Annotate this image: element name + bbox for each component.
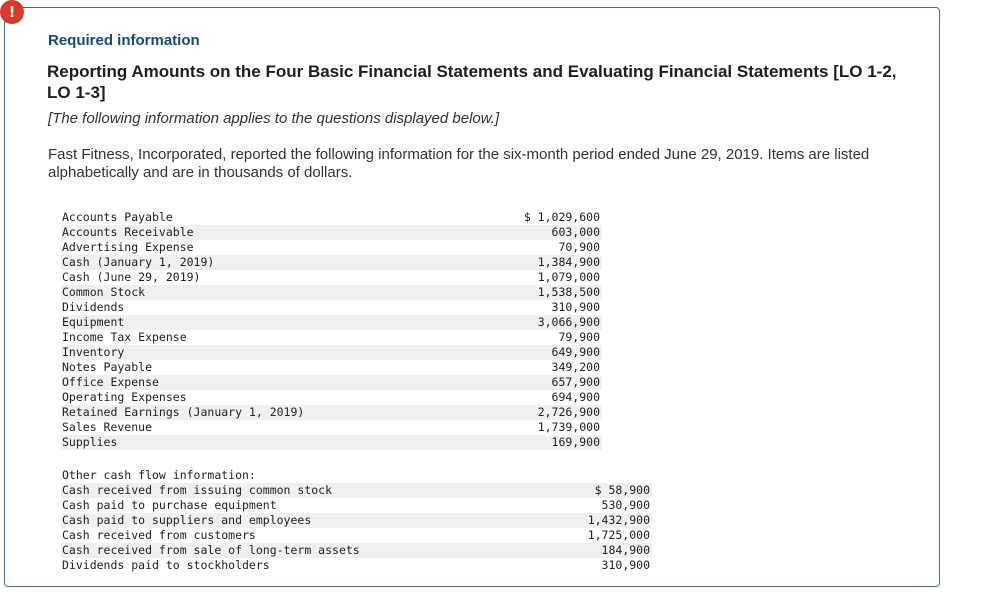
row-value: 530,900 bbox=[601, 498, 650, 512]
row-value: 349,200 bbox=[551, 360, 600, 374]
table-row bbox=[61, 315, 602, 330]
table-row bbox=[61, 558, 652, 573]
row-value: 2,726,900 bbox=[482, 405, 602, 420]
table-row bbox=[61, 420, 602, 435]
row-label: Retained Earnings (January 1, 2019) bbox=[61, 405, 482, 420]
accounts-table-body bbox=[61, 210, 602, 450]
row-label: Office Expense bbox=[61, 375, 482, 390]
row-label: Inventory bbox=[61, 345, 482, 360]
row-value: 1,739,000 bbox=[537, 420, 600, 434]
row-value: 1,538,500 bbox=[482, 285, 602, 300]
row-label: Equipment bbox=[61, 315, 482, 330]
row-value: $ 1,029,600 bbox=[523, 210, 600, 224]
row-label: Accounts Payable bbox=[62, 210, 173, 224]
row-label: Accounts Receivable bbox=[61, 225, 482, 240]
row-value: 1,079,000 bbox=[537, 270, 600, 284]
row-label: Cash paid to purchase equipment bbox=[62, 498, 277, 512]
row-label: Operating Expenses bbox=[62, 390, 187, 404]
table-row bbox=[61, 270, 602, 285]
row-label: Cash received from issuing common stock bbox=[61, 483, 532, 498]
table-row bbox=[61, 435, 602, 450]
table-row bbox=[61, 330, 602, 345]
row-value: 70,900 bbox=[558, 240, 600, 254]
row-value: 1,725,000 bbox=[587, 528, 650, 542]
row-label: Cash received from sale of long-term assets bbox=[61, 543, 532, 558]
row-label: Cash (January 1, 2019) bbox=[61, 255, 482, 270]
row-label: Common Stock bbox=[61, 285, 482, 300]
table-row bbox=[61, 543, 652, 558]
table-row bbox=[61, 210, 602, 225]
table-row bbox=[61, 225, 602, 240]
row-value: 310,900 bbox=[601, 558, 650, 572]
problem-intro: Fast Fitness, Incorporated, reported the following information for the six-month period ended June 29, 2019. Items are listed alphabetically and are in thousands of dollars. bbox=[48, 146, 870, 181]
table-row bbox=[61, 483, 652, 498]
row-value: 184,900 bbox=[532, 543, 652, 558]
row-value: $ 58,900 bbox=[532, 483, 652, 498]
row-label: Advertising Expense bbox=[62, 240, 194, 254]
required-information-label: Required information bbox=[48, 32, 200, 49]
row-value: 649,900 bbox=[482, 345, 602, 360]
table-row bbox=[61, 390, 602, 405]
row-value: 1,384,900 bbox=[482, 255, 602, 270]
row-label: Cash paid to suppliers and employees bbox=[61, 513, 532, 528]
table-row bbox=[61, 300, 602, 315]
cash-flow-heading: Other cash flow information: bbox=[62, 468, 256, 482]
table-row bbox=[61, 345, 602, 360]
row-value: 79,900 bbox=[558, 330, 600, 344]
row-value: 3,066,900 bbox=[482, 315, 602, 330]
row-label: Notes Payable bbox=[62, 360, 153, 374]
row-label: Cash received from customers bbox=[62, 528, 256, 542]
row-value: 169,900 bbox=[482, 435, 602, 450]
table-row bbox=[61, 255, 602, 270]
row-label: Income Tax Expense bbox=[62, 330, 187, 344]
table-row bbox=[61, 240, 602, 255]
table-row bbox=[61, 285, 602, 300]
accounts-table bbox=[61, 210, 602, 450]
problem-title: Reporting Amounts on the Four Basic Financial Statements and Evaluating Financial Statements [LO 1-2, LO 1-3] bbox=[47, 62, 897, 102]
row-label: Dividends paid to stockholders bbox=[62, 558, 270, 572]
row-label: Supplies bbox=[61, 435, 482, 450]
cash-flow-table-body bbox=[61, 483, 652, 573]
row-value: 1,432,900 bbox=[532, 513, 652, 528]
row-label: Sales Revenue bbox=[62, 420, 153, 434]
row-value: 603,000 bbox=[482, 225, 602, 240]
table-row bbox=[61, 498, 652, 513]
table-row bbox=[61, 405, 602, 420]
row-label: Cash (June 29, 2019) bbox=[62, 270, 201, 284]
table-row bbox=[61, 528, 652, 543]
table-row bbox=[61, 375, 602, 390]
applies-note: [The following information applies to the questions displayed below.] bbox=[48, 110, 500, 127]
required-information-panel bbox=[4, 7, 940, 587]
row-label: Dividends bbox=[62, 300, 125, 314]
table-row bbox=[61, 360, 602, 375]
row-value: 657,900 bbox=[482, 375, 602, 390]
cash-flow-table bbox=[61, 483, 652, 573]
alert-icon: ! bbox=[0, 0, 24, 24]
table-row bbox=[61, 513, 652, 528]
row-value: 310,900 bbox=[551, 300, 600, 314]
row-value: 694,900 bbox=[551, 390, 600, 404]
